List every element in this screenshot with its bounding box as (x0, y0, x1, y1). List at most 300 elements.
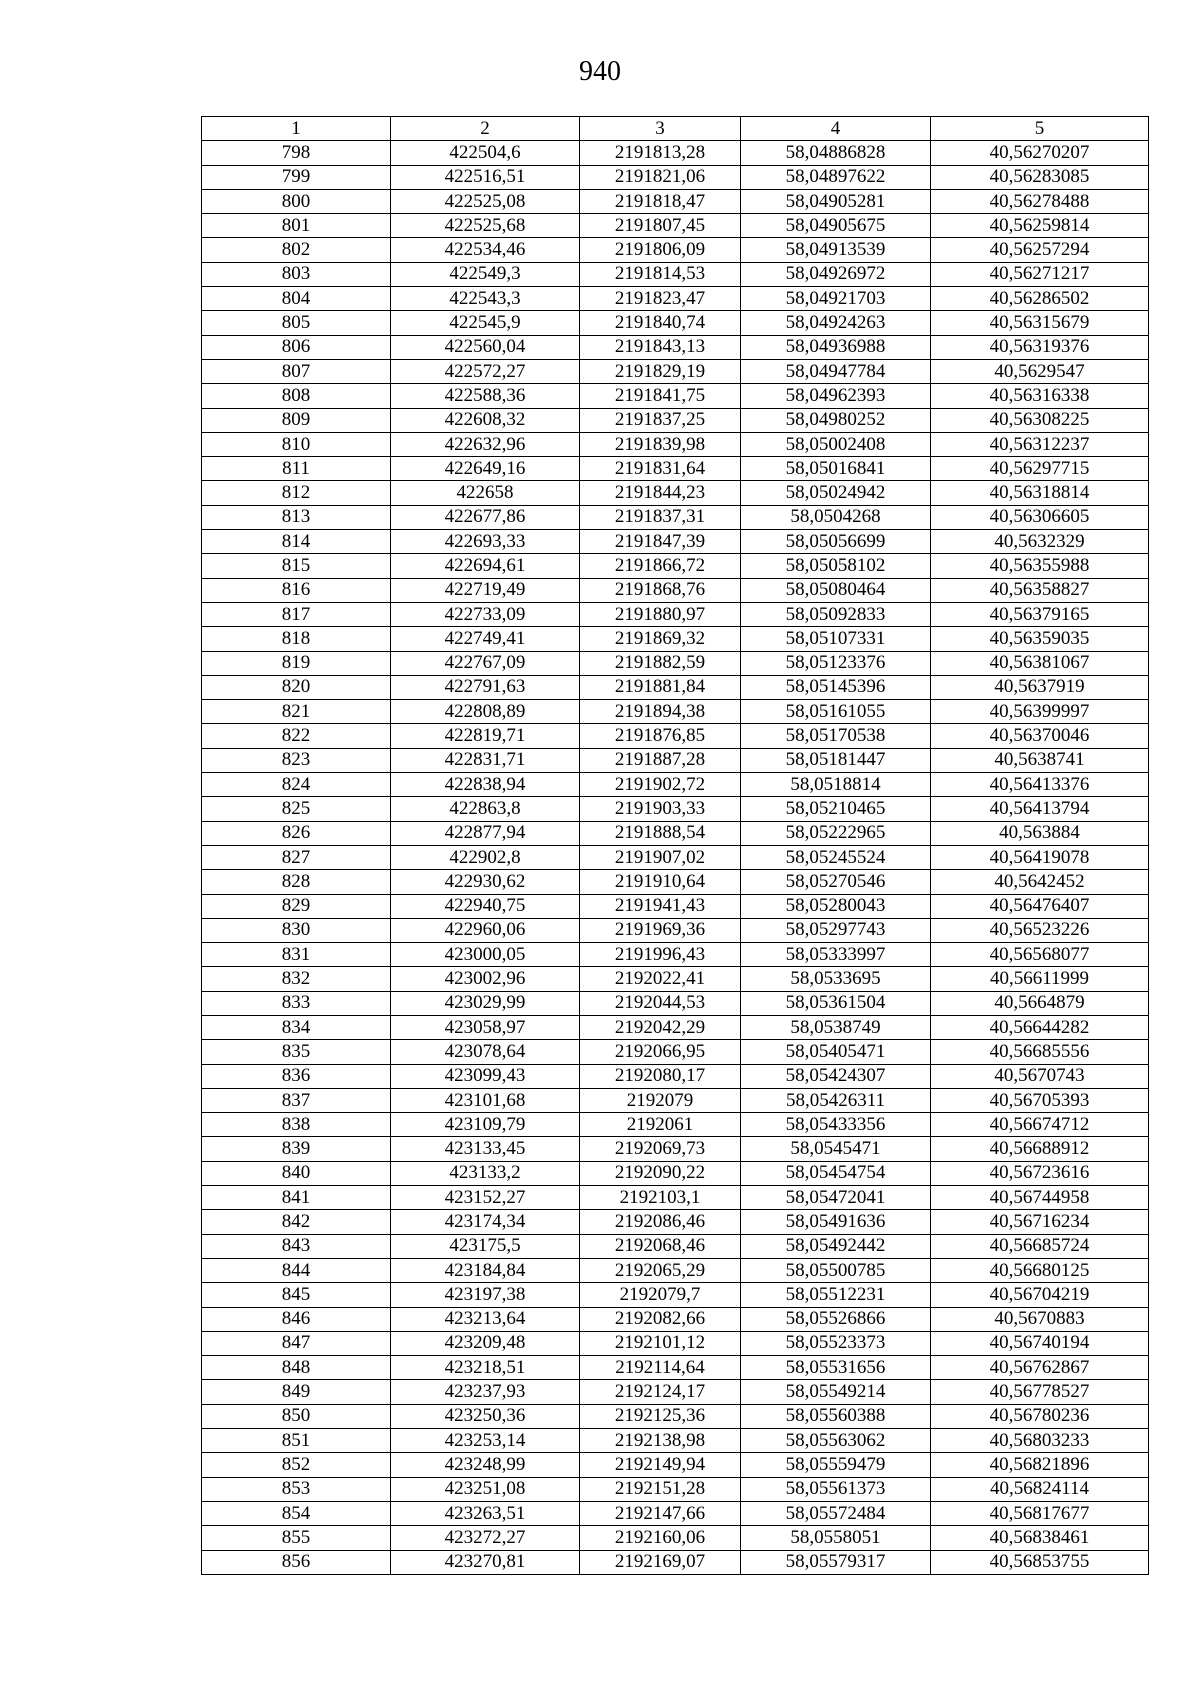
table-cell-col-1: 837 (202, 1088, 391, 1112)
table-cell-col-2: 422545,9 (391, 311, 580, 335)
table-cell-col-2: 422930,62 (391, 870, 580, 894)
table-cell-col-4: 58,04936988 (741, 335, 931, 359)
table-cell-col-2: 423251,08 (391, 1477, 580, 1501)
table-cell-col-1: 829 (202, 894, 391, 918)
table-cell-col-4: 58,0533695 (741, 967, 931, 991)
table-cell-col-4: 58,05549214 (741, 1380, 931, 1404)
table-cell-col-3: 2191941,43 (580, 894, 741, 918)
table-cell-col-5: 40,56370046 (931, 724, 1149, 748)
table-row (202, 384, 1149, 408)
table-cell-col-4: 58,05426311 (741, 1088, 931, 1112)
table-cell-col-3: 2191823,47 (580, 287, 741, 311)
table-row (202, 530, 1149, 554)
table-row (202, 335, 1149, 359)
table-cell-col-3: 2191841,75 (580, 384, 741, 408)
table-cell-col-1: 801 (202, 214, 391, 238)
table-cell-col-1: 814 (202, 530, 391, 554)
table-cell-col-2: 422608,32 (391, 408, 580, 432)
table-cell-col-2: 423002,96 (391, 967, 580, 991)
table-cell-col-4: 58,05123376 (741, 651, 931, 675)
table-cell-col-5: 40,56685556 (931, 1040, 1149, 1064)
table-cell-col-3: 2192066,95 (580, 1040, 741, 1064)
table-cell-col-4: 58,04962393 (741, 384, 931, 408)
table-row (202, 1258, 1149, 1282)
table-cell-col-5: 40,56744958 (931, 1186, 1149, 1210)
table-cell-col-2: 423029,99 (391, 991, 580, 1015)
table-cell-col-4: 58,05016841 (741, 457, 931, 481)
table-row (202, 505, 1149, 529)
table-cell-col-3: 2192125,36 (580, 1404, 741, 1428)
table-cell-col-2: 422831,71 (391, 748, 580, 772)
table-cell-col-3: 2191818,47 (580, 189, 741, 213)
table-cell-col-2: 423184,84 (391, 1258, 580, 1282)
table-row (202, 821, 1149, 845)
table-cell-col-1: 836 (202, 1064, 391, 1088)
table-cell-col-1: 806 (202, 335, 391, 359)
table-cell-col-2: 422808,89 (391, 700, 580, 724)
table-cell-col-2: 423272,27 (391, 1526, 580, 1550)
table-cell-col-2: 423248,99 (391, 1453, 580, 1477)
table-cell-col-3: 2192124,17 (580, 1380, 741, 1404)
table-cell-col-4: 58,05572484 (741, 1501, 931, 1525)
table-row (202, 943, 1149, 967)
table-cell-col-2: 423109,79 (391, 1113, 580, 1137)
column-header-5: 5 (931, 117, 1149, 141)
table-cell-col-3: 2191829,19 (580, 359, 741, 383)
table-cell-col-4: 58,05080464 (741, 578, 931, 602)
table-cell-col-2: 423000,05 (391, 943, 580, 967)
table-cell-col-3: 2191969,36 (580, 918, 741, 942)
table-cell-col-1: 810 (202, 432, 391, 456)
table-cell-col-2: 422940,75 (391, 894, 580, 918)
table-cell-col-5: 40,56705393 (931, 1088, 1149, 1112)
table-row (202, 675, 1149, 699)
table-body (202, 141, 1149, 1575)
table-cell-col-3: 2192169,07 (580, 1550, 741, 1574)
table-cell-col-4: 58,05280043 (741, 894, 931, 918)
table-row (202, 773, 1149, 797)
table-cell-col-2: 422658 (391, 481, 580, 505)
table-cell-col-4: 58,0545471 (741, 1137, 931, 1161)
table-cell-col-2: 423133,2 (391, 1161, 580, 1185)
table-cell-col-2: 423253,14 (391, 1429, 580, 1453)
table-cell-col-3: 2191887,28 (580, 748, 741, 772)
table-cell-col-2: 422791,63 (391, 675, 580, 699)
table-cell-col-4: 58,05424307 (741, 1064, 931, 1088)
table-cell-col-3: 2191866,72 (580, 554, 741, 578)
table-cell-col-4: 58,04980252 (741, 408, 931, 432)
table-row (202, 189, 1149, 213)
table-cell-col-1: 830 (202, 918, 391, 942)
table-cell-col-3: 2191806,09 (580, 238, 741, 262)
table-cell-col-4: 58,0504268 (741, 505, 931, 529)
table-cell-col-5: 40,5638741 (931, 748, 1149, 772)
table-cell-col-2: 422525,08 (391, 189, 580, 213)
table-cell-col-4: 58,05181447 (741, 748, 931, 772)
table-cell-col-5: 40,56259814 (931, 214, 1149, 238)
table-cell-col-4: 58,05270546 (741, 870, 931, 894)
table-cell-col-1: 842 (202, 1210, 391, 1234)
table-cell-col-4: 58,04905675 (741, 214, 931, 238)
table-cell-col-2: 423175,5 (391, 1234, 580, 1258)
table-cell-col-4: 58,05161055 (741, 700, 931, 724)
table-cell-col-3: 2192101,12 (580, 1331, 741, 1355)
table-cell-col-2: 422733,09 (391, 602, 580, 626)
table-cell-col-5: 40,56359035 (931, 627, 1149, 651)
table-cell-col-2: 422719,49 (391, 578, 580, 602)
table-row (202, 1064, 1149, 1088)
table-cell-col-3: 2191807,45 (580, 214, 741, 238)
table-cell-col-5: 40,56644282 (931, 1015, 1149, 1039)
table-row (202, 1380, 1149, 1404)
table-cell-col-4: 58,0558051 (741, 1526, 931, 1550)
table-row (202, 1404, 1149, 1428)
table-cell-col-4: 58,05405471 (741, 1040, 931, 1064)
table-row (202, 700, 1149, 724)
table-cell-col-4: 58,05210465 (741, 797, 931, 821)
table-row (202, 1015, 1149, 1039)
table-row (202, 359, 1149, 383)
table-row (202, 1088, 1149, 1112)
table-cell-col-1: 856 (202, 1550, 391, 1574)
table-cell-col-5: 40,56853755 (931, 1550, 1149, 1574)
table-cell-col-4: 58,05526866 (741, 1307, 931, 1331)
table-cell-col-5: 40,56680125 (931, 1258, 1149, 1282)
table-cell-col-2: 422694,61 (391, 554, 580, 578)
table-row (202, 432, 1149, 456)
table-cell-col-5: 40,56704219 (931, 1283, 1149, 1307)
table-cell-col-3: 2191840,74 (580, 311, 741, 335)
table-cell-col-5: 40,56257294 (931, 238, 1149, 262)
table-cell-col-3: 2192082,66 (580, 1307, 741, 1331)
table-cell-col-4: 58,05523373 (741, 1331, 931, 1355)
table-cell-col-2: 422649,16 (391, 457, 580, 481)
table-header-row (202, 117, 1149, 141)
table-row (202, 1307, 1149, 1331)
table-cell-col-4: 58,05222965 (741, 821, 931, 845)
table-cell-col-5: 40,56419078 (931, 845, 1149, 869)
table-cell-col-3: 2191868,76 (580, 578, 741, 602)
table-cell-col-3: 2192149,94 (580, 1453, 741, 1477)
table-cell-col-3: 2191888,54 (580, 821, 741, 845)
table-cell-col-1: 855 (202, 1526, 391, 1550)
table-cell-col-2: 422902,8 (391, 845, 580, 869)
table-cell-col-4: 58,0518814 (741, 773, 931, 797)
table-cell-col-4: 58,04921703 (741, 287, 931, 311)
table-cell-col-1: 821 (202, 700, 391, 724)
table-cell-col-4: 58,05297743 (741, 918, 931, 942)
table-cell-col-2: 422632,96 (391, 432, 580, 456)
table-row (202, 1453, 1149, 1477)
column-header-3: 3 (580, 117, 741, 141)
table-cell-col-4: 58,05559479 (741, 1453, 931, 1477)
table-row (202, 1210, 1149, 1234)
table-cell-col-1: 845 (202, 1283, 391, 1307)
table-cell-col-5: 40,56355988 (931, 554, 1149, 578)
table-cell-col-5: 40,5632329 (931, 530, 1149, 554)
table-cell-col-2: 423078,64 (391, 1040, 580, 1064)
table-cell-col-2: 422572,27 (391, 359, 580, 383)
table-cell-col-2: 422525,68 (391, 214, 580, 238)
table-cell-col-3: 2192079 (580, 1088, 741, 1112)
table-cell-col-5: 40,56318814 (931, 481, 1149, 505)
table-cell-col-5: 40,5664879 (931, 991, 1149, 1015)
table-cell-col-2: 422819,71 (391, 724, 580, 748)
table-cell-col-1: 815 (202, 554, 391, 578)
table-row (202, 408, 1149, 432)
table-cell-col-3: 2192080,17 (580, 1064, 741, 1088)
table-cell-col-1: 803 (202, 262, 391, 286)
table-cell-col-2: 422838,94 (391, 773, 580, 797)
table-cell-col-1: 838 (202, 1113, 391, 1137)
table-row (202, 1040, 1149, 1064)
table-cell-col-2: 422588,36 (391, 384, 580, 408)
table-row (202, 238, 1149, 262)
table-cell-col-3: 2192086,46 (580, 1210, 741, 1234)
table-cell-col-3: 2192151,28 (580, 1477, 741, 1501)
table-cell-col-1: 824 (202, 773, 391, 797)
table-row (202, 991, 1149, 1015)
table-cell-col-1: 847 (202, 1331, 391, 1355)
table-cell-col-4: 58,05145396 (741, 675, 931, 699)
table-cell-col-1: 833 (202, 991, 391, 1015)
table-cell-col-5: 40,56476407 (931, 894, 1149, 918)
table-cell-col-5: 40,56838461 (931, 1526, 1149, 1550)
table-cell-col-5: 40,56685724 (931, 1234, 1149, 1258)
table-cell-col-1: 828 (202, 870, 391, 894)
table-row (202, 724, 1149, 748)
table-cell-col-5: 40,5642452 (931, 870, 1149, 894)
table-cell-col-3: 2192061 (580, 1113, 741, 1137)
table-cell-col-1: 832 (202, 967, 391, 991)
table-cell-col-4: 58,04926972 (741, 262, 931, 286)
table-cell-col-2: 423263,51 (391, 1501, 580, 1525)
table-row (202, 627, 1149, 651)
table-row (202, 578, 1149, 602)
table-cell-col-4: 58,05056699 (741, 530, 931, 554)
table-cell-col-1: 839 (202, 1137, 391, 1161)
table-cell-col-5: 40,56312237 (931, 432, 1149, 456)
table-cell-col-2: 422749,41 (391, 627, 580, 651)
coordinates-table (201, 116, 1149, 1575)
table-cell-col-2: 423270,81 (391, 1550, 580, 1574)
table-cell-col-1: 831 (202, 943, 391, 967)
table-row (202, 894, 1149, 918)
table-cell-col-3: 2191821,06 (580, 165, 741, 189)
table-cell-col-4: 58,05531656 (741, 1356, 931, 1380)
table-cell-col-2: 422560,04 (391, 335, 580, 359)
table-cell-col-5: 40,56803233 (931, 1429, 1149, 1453)
table-cell-col-1: 798 (202, 141, 391, 165)
table-cell-col-5: 40,56674712 (931, 1113, 1149, 1137)
table-cell-col-1: 840 (202, 1161, 391, 1185)
table-cell-col-5: 40,56740194 (931, 1331, 1149, 1355)
table-cell-col-3: 2191847,39 (580, 530, 741, 554)
table-cell-col-2: 422677,86 (391, 505, 580, 529)
table-cell-col-4: 58,05512231 (741, 1283, 931, 1307)
table-cell-col-5: 40,5637919 (931, 675, 1149, 699)
table-cell-col-5: 40,56523226 (931, 918, 1149, 942)
table-cell-col-3: 2192079,7 (580, 1283, 741, 1307)
table-cell-col-4: 58,04913539 (741, 238, 931, 262)
table-row (202, 1113, 1149, 1137)
table-cell-col-2: 422534,46 (391, 238, 580, 262)
table-cell-col-2: 422693,33 (391, 530, 580, 554)
table-cell-col-3: 2191902,72 (580, 773, 741, 797)
table-cell-col-3: 2192103,1 (580, 1186, 741, 1210)
table-cell-col-3: 2191837,31 (580, 505, 741, 529)
table-cell-col-5: 40,56286502 (931, 287, 1149, 311)
table-cell-col-4: 58,04947784 (741, 359, 931, 383)
table-cell-col-4: 58,05361504 (741, 991, 931, 1015)
table-row (202, 651, 1149, 675)
table-cell-col-2: 422767,09 (391, 651, 580, 675)
table-cell-col-5: 40,56778527 (931, 1380, 1149, 1404)
table-cell-col-5: 40,56297715 (931, 457, 1149, 481)
table-cell-col-5: 40,5670883 (931, 1307, 1149, 1331)
table-cell-col-5: 40,56270207 (931, 141, 1149, 165)
table-row (202, 287, 1149, 311)
table-cell-col-3: 2191894,38 (580, 700, 741, 724)
table-row (202, 602, 1149, 626)
table-cell-col-5: 40,56817677 (931, 1501, 1149, 1525)
table-row (202, 311, 1149, 335)
table-cell-col-5: 40,5629547 (931, 359, 1149, 383)
table-cell-col-5: 40,5670743 (931, 1064, 1149, 1088)
table-cell-col-3: 2191843,13 (580, 335, 741, 359)
table-cell-col-1: 820 (202, 675, 391, 699)
table-cell-col-4: 58,05454754 (741, 1161, 931, 1185)
table-cell-col-2: 422863,8 (391, 797, 580, 821)
table-row (202, 165, 1149, 189)
table-cell-col-3: 2191839,98 (580, 432, 741, 456)
table-cell-col-2: 422960,06 (391, 918, 580, 942)
table-cell-col-5: 40,56399997 (931, 700, 1149, 724)
table-cell-col-5: 40,56283085 (931, 165, 1149, 189)
table-cell-col-5: 40,56379165 (931, 602, 1149, 626)
table-cell-col-2: 422543,3 (391, 287, 580, 311)
table-cell-col-5: 40,56568077 (931, 943, 1149, 967)
table-cell-col-2: 422877,94 (391, 821, 580, 845)
table-cell-col-4: 58,04897622 (741, 165, 931, 189)
table-row (202, 1501, 1149, 1525)
table-cell-col-5: 40,56780236 (931, 1404, 1149, 1428)
table-cell-col-1: 809 (202, 408, 391, 432)
table-row (202, 554, 1149, 578)
table-row (202, 1161, 1149, 1185)
table-cell-col-2: 423209,48 (391, 1331, 580, 1355)
table-row (202, 1331, 1149, 1355)
table-cell-col-5: 40,56306605 (931, 505, 1149, 529)
table-cell-col-3: 2191844,23 (580, 481, 741, 505)
table-cell-col-1: 799 (202, 165, 391, 189)
table-cell-col-3: 2192042,29 (580, 1015, 741, 1039)
table-cell-col-1: 848 (202, 1356, 391, 1380)
table-cell-col-1: 827 (202, 845, 391, 869)
table-cell-col-3: 2192114,64 (580, 1356, 741, 1380)
table-cell-col-2: 422504,6 (391, 141, 580, 165)
table-row (202, 1234, 1149, 1258)
table-cell-col-2: 423197,38 (391, 1283, 580, 1307)
table-cell-col-3: 2191882,59 (580, 651, 741, 675)
table-cell-col-3: 2191876,85 (580, 724, 741, 748)
column-header-1: 1 (202, 117, 391, 141)
table-row (202, 1477, 1149, 1501)
table-cell-col-2: 423152,27 (391, 1186, 580, 1210)
table-cell-col-1: 843 (202, 1234, 391, 1258)
table-cell-col-2: 423237,93 (391, 1380, 580, 1404)
table-cell-col-2: 422516,51 (391, 165, 580, 189)
table-row (202, 1283, 1149, 1307)
table-cell-col-1: 807 (202, 359, 391, 383)
table-cell-col-1: 849 (202, 1380, 391, 1404)
table-cell-col-5: 40,56315679 (931, 311, 1149, 335)
table-cell-col-4: 58,05561373 (741, 1477, 931, 1501)
table-cell-col-1: 852 (202, 1453, 391, 1477)
table-cell-col-2: 423218,51 (391, 1356, 580, 1380)
table-cell-col-1: 805 (202, 311, 391, 335)
table-cell-col-2: 423058,97 (391, 1015, 580, 1039)
column-header-2: 2 (391, 117, 580, 141)
table-cell-col-4: 58,05560388 (741, 1404, 931, 1428)
table-cell-col-1: 822 (202, 724, 391, 748)
table-cell-col-5: 40,56358827 (931, 578, 1149, 602)
table-cell-col-4: 58,05092833 (741, 602, 931, 626)
table-cell-col-1: 812 (202, 481, 391, 505)
table-row (202, 1137, 1149, 1161)
table-cell-col-4: 58,04924263 (741, 311, 931, 335)
table-cell-col-3: 2192147,66 (580, 1501, 741, 1525)
table-cell-col-5: 40,56271217 (931, 262, 1149, 286)
table-cell-col-1: 853 (202, 1477, 391, 1501)
table-cell-col-1: 850 (202, 1404, 391, 1428)
table-cell-col-5: 40,56381067 (931, 651, 1149, 675)
table-cell-col-1: 804 (202, 287, 391, 311)
table-cell-col-2: 422549,3 (391, 262, 580, 286)
table-cell-col-1: 841 (202, 1186, 391, 1210)
table-cell-col-3: 2191880,97 (580, 602, 741, 626)
table-cell-col-4: 58,05491636 (741, 1210, 931, 1234)
table-cell-col-5: 40,56413794 (931, 797, 1149, 821)
table-cell-col-2: 423174,34 (391, 1210, 580, 1234)
table-cell-col-1: 834 (202, 1015, 391, 1039)
table-row (202, 748, 1149, 772)
table-row (202, 967, 1149, 991)
table-cell-col-4: 58,05563062 (741, 1429, 931, 1453)
table-cell-col-1: 826 (202, 821, 391, 845)
table-cell-col-1: 811 (202, 457, 391, 481)
table-cell-col-3: 2192065,29 (580, 1258, 741, 1282)
table-cell-col-3: 2191831,64 (580, 457, 741, 481)
table-row (202, 870, 1149, 894)
table-cell-col-1: 808 (202, 384, 391, 408)
table-cell-col-1: 819 (202, 651, 391, 675)
table-cell-col-4: 58,05500785 (741, 1258, 931, 1282)
table-cell-col-1: 846 (202, 1307, 391, 1331)
table-cell-col-3: 2192022,41 (580, 967, 741, 991)
table-cell-col-5: 40,56319376 (931, 335, 1149, 359)
table-cell-col-3: 2192069,73 (580, 1137, 741, 1161)
table-cell-col-4: 58,05058102 (741, 554, 931, 578)
table-row (202, 797, 1149, 821)
table-cell-col-2: 423101,68 (391, 1088, 580, 1112)
table-cell-col-3: 2191814,53 (580, 262, 741, 286)
table-cell-col-3: 2191881,84 (580, 675, 741, 699)
table-cell-col-5: 40,56723616 (931, 1161, 1149, 1185)
table-row (202, 1429, 1149, 1453)
table-cell-col-5: 40,563884 (931, 821, 1149, 845)
table-cell-col-3: 2191869,32 (580, 627, 741, 651)
